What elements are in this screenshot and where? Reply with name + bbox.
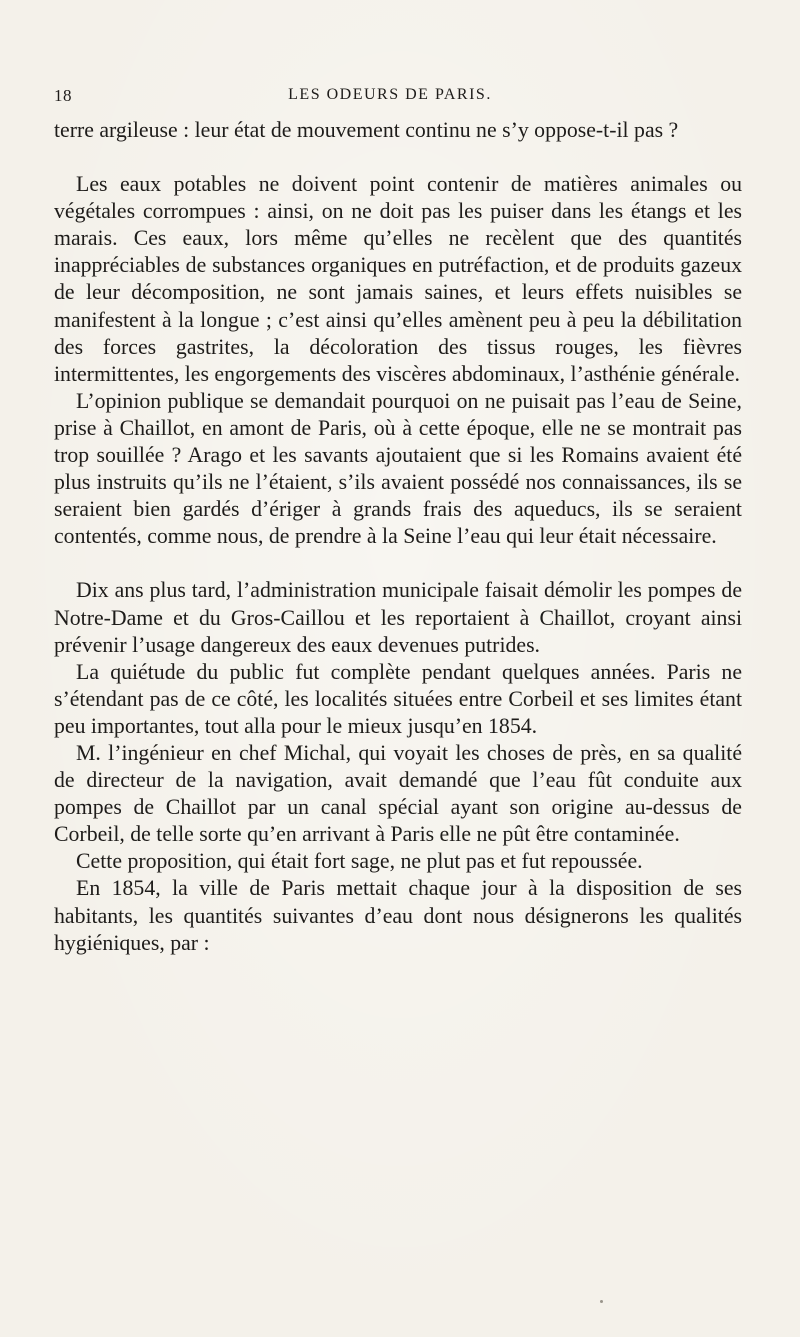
running-head: LES ODEURS DE PARIS. bbox=[288, 86, 492, 103]
paragraph-1854: En 1854, la ville de Paris mettait chaque jour à la disposition de ses habitants, les quantités suivantes d’eau dont nous désignerons les qualités hygiéniques, par : bbox=[54, 876, 742, 955]
paragraph-proposition: Cette proposition, qui était fort sage, ne plut pas et fut repoussée. bbox=[76, 849, 643, 874]
paragraph-quietude: La quiétude du public fut complète pendant quelques années. Paris ne s’étendant pas de ce côté, les localités situées entre Corbeil et ses limites étant peu importantes, tout alla pour le mieux jusqu’en 1854. bbox=[54, 659, 742, 738]
page-number: 18 bbox=[54, 86, 72, 105]
paragraph-eaux-potables: Les eaux potables ne doivent point contenir de matières animales ou végétales corrompues : ainsi, on ne doit pas les puiser dans les étangs et les marais. Ces eaux, lors même qu’elles ne recèlent que des quantités inappréciables de substances organiques en putréfaction, et de produits gazeux de leur décomposition, ne sont jamais saines, et leurs effets nuisibles se manifestent à la longue ; c’est ainsi qu’elles amènent peu à peu la débilitation des forces gastrites, la décoloration des tissus rouges, les fièvres intermittentes, les engorgements des viscères abdominaux, l’asthénie générale. bbox=[54, 172, 742, 386]
paragraph-opinion-publique: L’opinion publique se demandait pourquoi on ne puisait pas l’eau de Seine, prise à Chaillot, en amont de Paris, où à cette époque, elle ne se montrait pas trop souillée ? Arago et les savants ajoutaient que si les Romains avaient été plus instruits qu’ils ne l’étaient, s’ils avaient possédé nos connaissances, ils se seraient bien gardés d’ériger à grands frais des aqueducs, ils se seraient contentés, comme nous, de prendre à la Seine l’eau qui leur était nécessaire. bbox=[54, 388, 742, 549]
paragraph-michal: M. l’ingénieur en chef Michal, qui voyait les choses de près, en sa qualité de directeur de la navigation, avait demandé que l’eau fût conduite aux pompes de Chaillot par un canal spécial ayant son origine au-dessus de Corbeil, de telle sorte qu’en arrivant à Paris elle ne pût être contaminée. bbox=[54, 740, 742, 847]
paper-speck bbox=[600, 1300, 603, 1303]
page-header bbox=[40, 86, 740, 110]
paragraph-dix-ans: Dix ans plus tard, l’administration municipale faisait démolir les pompes de Notre-Dame et du Gros-Caillou et les reportaient à Chaillot, croyant ainsi prévenir l’usage dangereux des eaux devenues putrides. bbox=[54, 578, 742, 657]
body-text bbox=[54, 117, 742, 957]
paragraph-continuation: terre argileuse : leur état de mouvement continu ne s’y oppose-t-il pas ? bbox=[54, 118, 679, 142]
